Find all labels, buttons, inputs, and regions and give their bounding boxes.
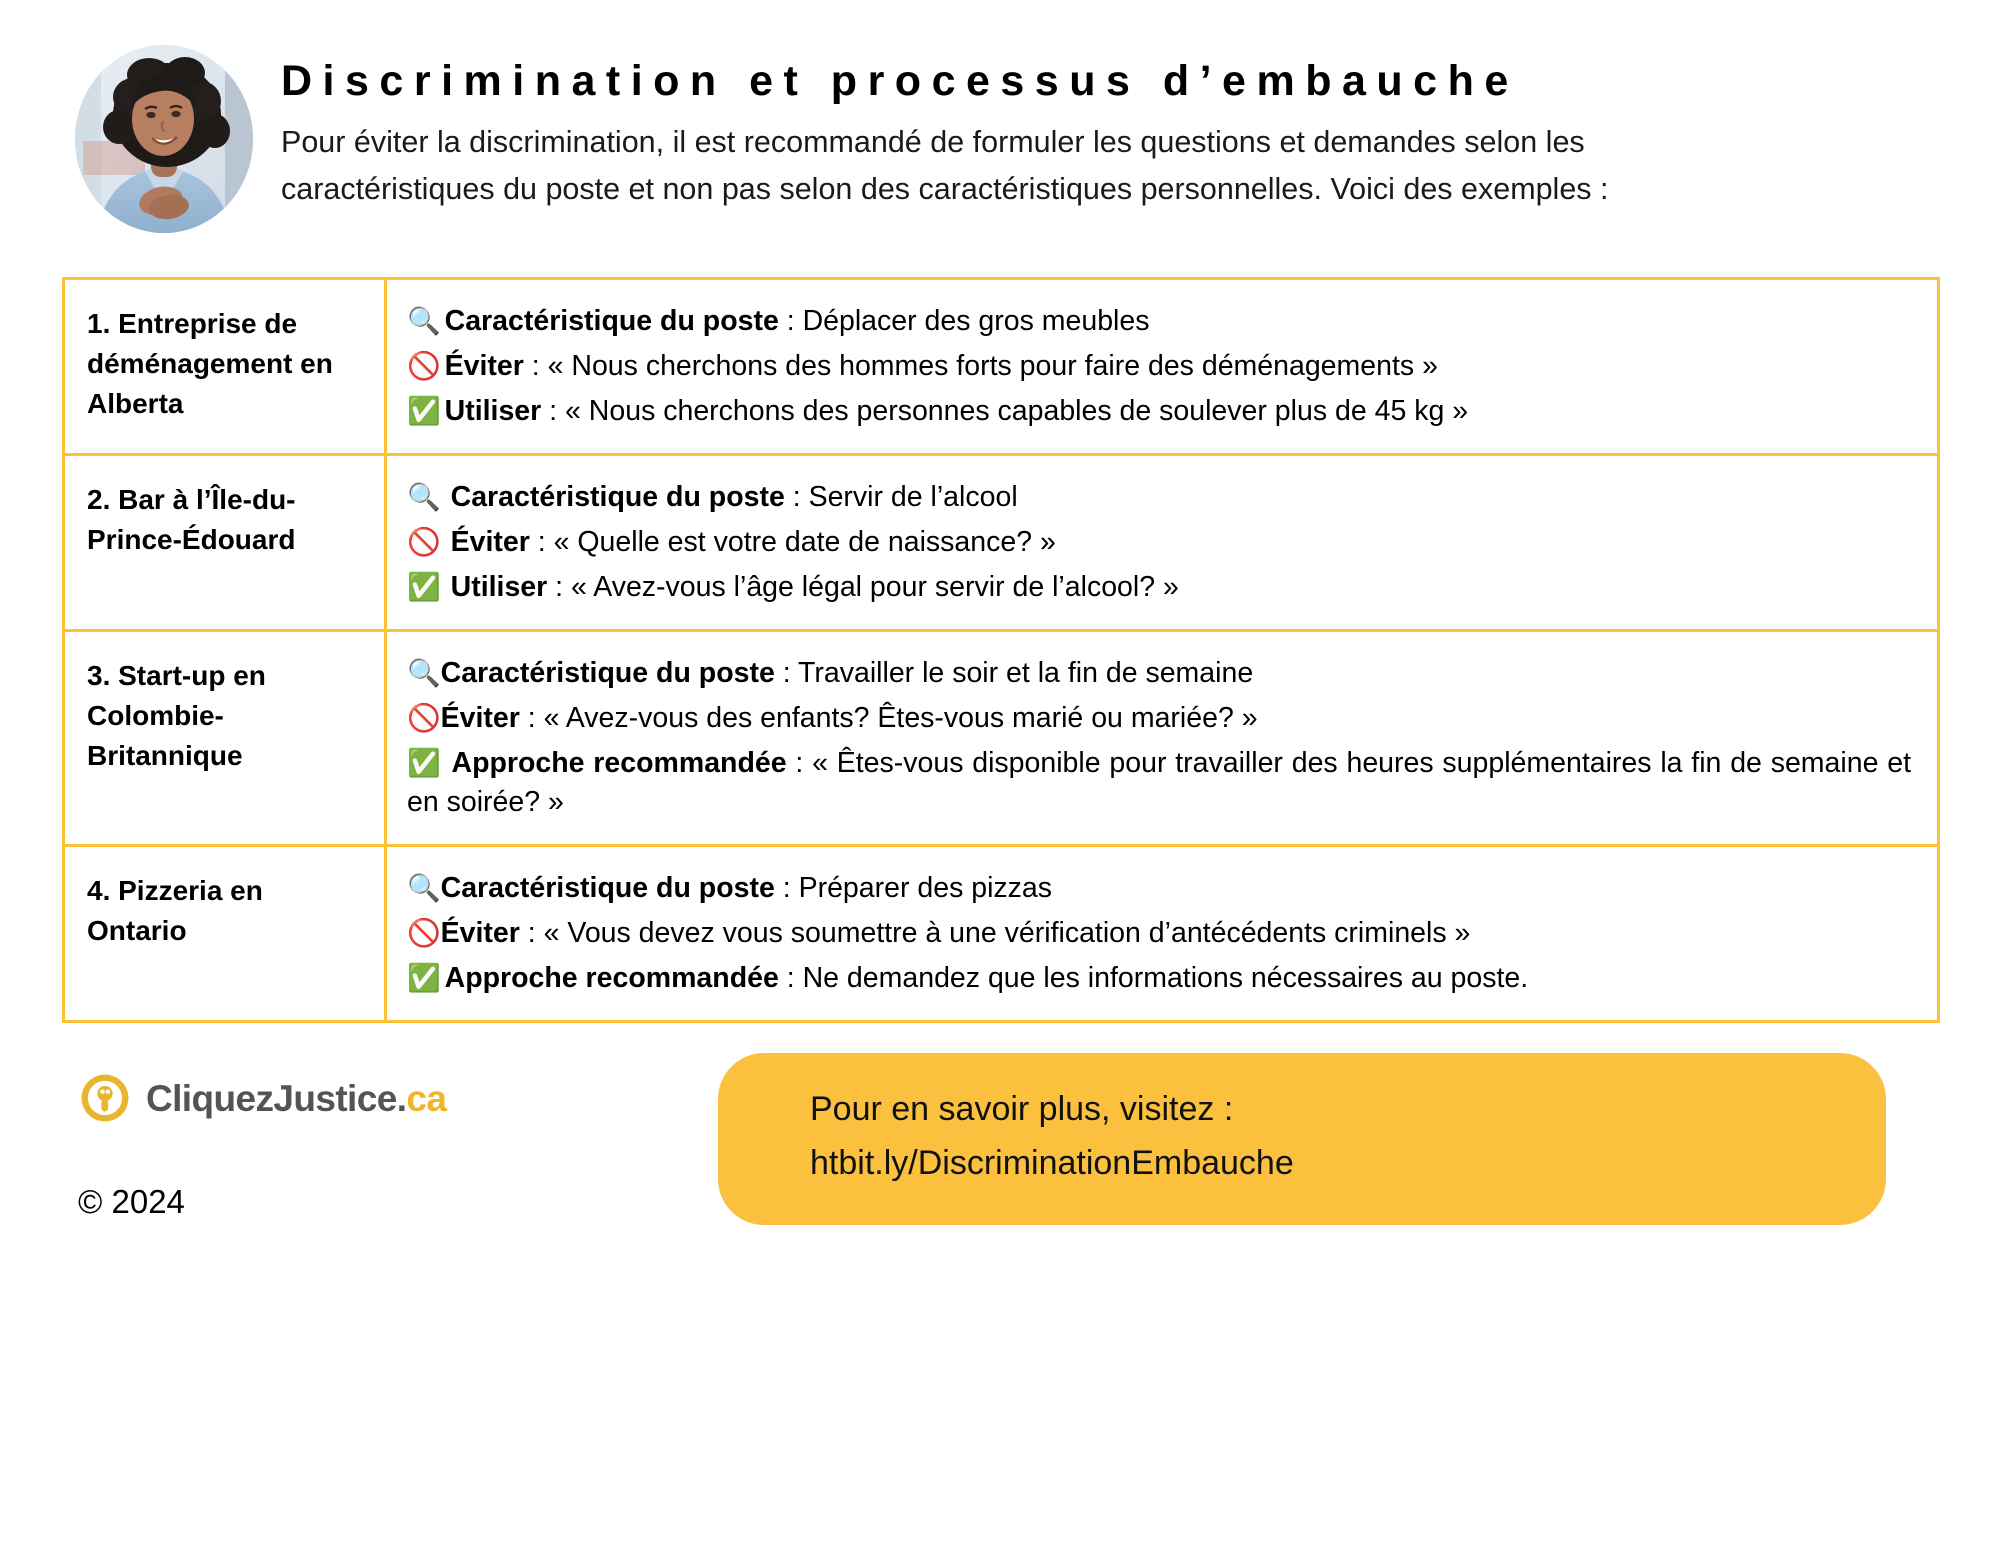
line-text: « Avez-vous des enfants? Êtes-vous marié ou mariée? »	[543, 702, 1258, 735]
line-text: Déplacer des gros meubles	[802, 305, 1150, 337]
line-label: Caractéristique du poste	[440, 872, 775, 905]
magnifier-icon: 🔍	[407, 482, 441, 513]
header-text-block	[281, 45, 1940, 212]
table-row	[65, 456, 1937, 632]
row-body	[387, 847, 1937, 1020]
line-separator: :	[786, 747, 813, 780]
line-label: Éviter	[450, 526, 530, 559]
line-text: « Nous cherchons des personnes capables de soulever plus de 45 kg »	[565, 395, 1469, 428]
avoid-line	[407, 914, 1911, 953]
page-title: Discrimination et processus d’embauche	[281, 57, 1519, 105]
line-text: « Avez-vous l’âge légal pour servir de l’alcool? »	[571, 571, 1179, 604]
logo-text-main: CliquezJustice	[146, 1077, 397, 1119]
logo-text-tld: ca	[406, 1077, 447, 1119]
line-label: Utiliser	[444, 395, 542, 428]
prohibited-icon: 🚫	[407, 918, 441, 949]
row-body	[387, 632, 1937, 844]
line-separator: :	[774, 872, 799, 905]
cta-line-1: Pour en savoir plus, visitez :	[810, 1090, 1234, 1129]
header	[0, 0, 2000, 233]
line-text: « Quelle est votre date de naissance? »	[553, 526, 1056, 559]
line-text: Ne demandez que les informations nécessaires au poste.	[802, 962, 1529, 995]
recommended-approach-line	[407, 744, 1911, 822]
row-label: 3. Start-up en Colombie-Britannique	[65, 632, 387, 844]
footer	[0, 1023, 2000, 1224]
magnifier-icon: 🔍	[407, 306, 441, 336]
line-separator: :	[547, 571, 572, 604]
avatar	[75, 45, 253, 233]
line-separator: :	[519, 702, 544, 735]
line-label: Éviter	[444, 350, 524, 383]
line-label: Approche recommandée	[444, 962, 779, 995]
line-label: Éviter	[440, 702, 520, 735]
cta-line-2[interactable]: htbit.ly/DiscriminationEmbauche	[810, 1144, 1294, 1183]
magnifier-icon: 🔍	[407, 658, 441, 689]
job-characteristic-line	[407, 478, 1911, 517]
prohibited-icon: 🚫	[407, 351, 441, 382]
line-label: Caractéristique du poste	[444, 305, 779, 337]
check-icon: ✅	[407, 572, 441, 603]
prohibited-icon: 🚫	[407, 703, 441, 734]
use-line	[407, 568, 1911, 607]
recommended-approach-line	[407, 959, 1911, 998]
line-text: « Êtes-vous disponible pour travailler des heures supplémentaires la fin de semaine et en soirée? »	[407, 747, 1911, 819]
prohibited-icon: 🚫	[407, 527, 441, 558]
check-icon: ✅	[407, 748, 442, 779]
line-text: Servir de l’alcool	[808, 481, 1018, 514]
line-text: Travailler le soir et la fin de semaine	[798, 657, 1254, 690]
learn-more-button[interactable]	[718, 1053, 1886, 1224]
avoid-line	[407, 347, 1911, 386]
avoid-line	[407, 523, 1911, 562]
row-body	[387, 280, 1937, 453]
row-label: 2. Bar à l’Île-du-Prince-Édouard	[65, 456, 387, 629]
line-separator: :	[778, 305, 803, 337]
cliquezjustice-wordmark	[146, 1077, 447, 1119]
magnifier-icon: 🔍	[407, 873, 441, 904]
line-separator: :	[784, 481, 809, 514]
check-icon: ✅	[407, 963, 441, 994]
examples-table	[62, 277, 1940, 1023]
line-separator: :	[774, 657, 799, 690]
row-label: 1. Entreprise de déménagement en Alberta	[65, 280, 387, 453]
line-label: Caractéristique du poste	[450, 481, 785, 514]
line-label: Approche recommandée	[451, 747, 787, 780]
line-separator: :	[778, 962, 803, 995]
avoid-line	[407, 699, 1911, 738]
line-label: Éviter	[440, 917, 520, 950]
table-row	[65, 847, 1937, 1020]
row-label: 4. Pizzeria en Ontario	[65, 847, 387, 1020]
logo-text-dot: .	[396, 1077, 407, 1119]
intro-paragraph: Pour éviter la discrimination, il est recommandé de formuler les questions et demandes selon les caractéristiques du poste et non pas selon des caractéristiques personnelles. Voici des exemples :	[281, 125, 1609, 206]
job-characteristic-line	[407, 302, 1911, 341]
line-separator: :	[519, 917, 544, 950]
line-text: « Vous devez vous soumettre à une vérification d’antécédents criminels »	[543, 917, 1471, 950]
table-row	[65, 632, 1937, 847]
cliquezjustice-logo-icon	[78, 1071, 132, 1125]
line-text: Préparer des pizzas	[798, 872, 1053, 905]
line-text: « Nous cherchons des hommes forts pour faire des déménagements »	[547, 350, 1438, 383]
line-separator: :	[529, 526, 554, 559]
table-row	[65, 280, 1937, 456]
copyright: © 2024	[78, 1183, 185, 1221]
line-separator: :	[523, 350, 548, 383]
line-label: Utiliser	[450, 571, 548, 604]
job-characteristic-line	[407, 654, 1911, 693]
use-line	[407, 392, 1911, 431]
line-separator: :	[541, 395, 566, 428]
row-body	[387, 456, 1937, 629]
avatar-photo-icon	[75, 45, 253, 233]
check-icon: ✅	[407, 396, 441, 427]
job-characteristic-line	[407, 869, 1911, 908]
line-label: Caractéristique du poste	[440, 657, 775, 690]
cliquezjustice-logo[interactable]	[78, 1071, 718, 1125]
footer-left	[78, 1053, 718, 1221]
